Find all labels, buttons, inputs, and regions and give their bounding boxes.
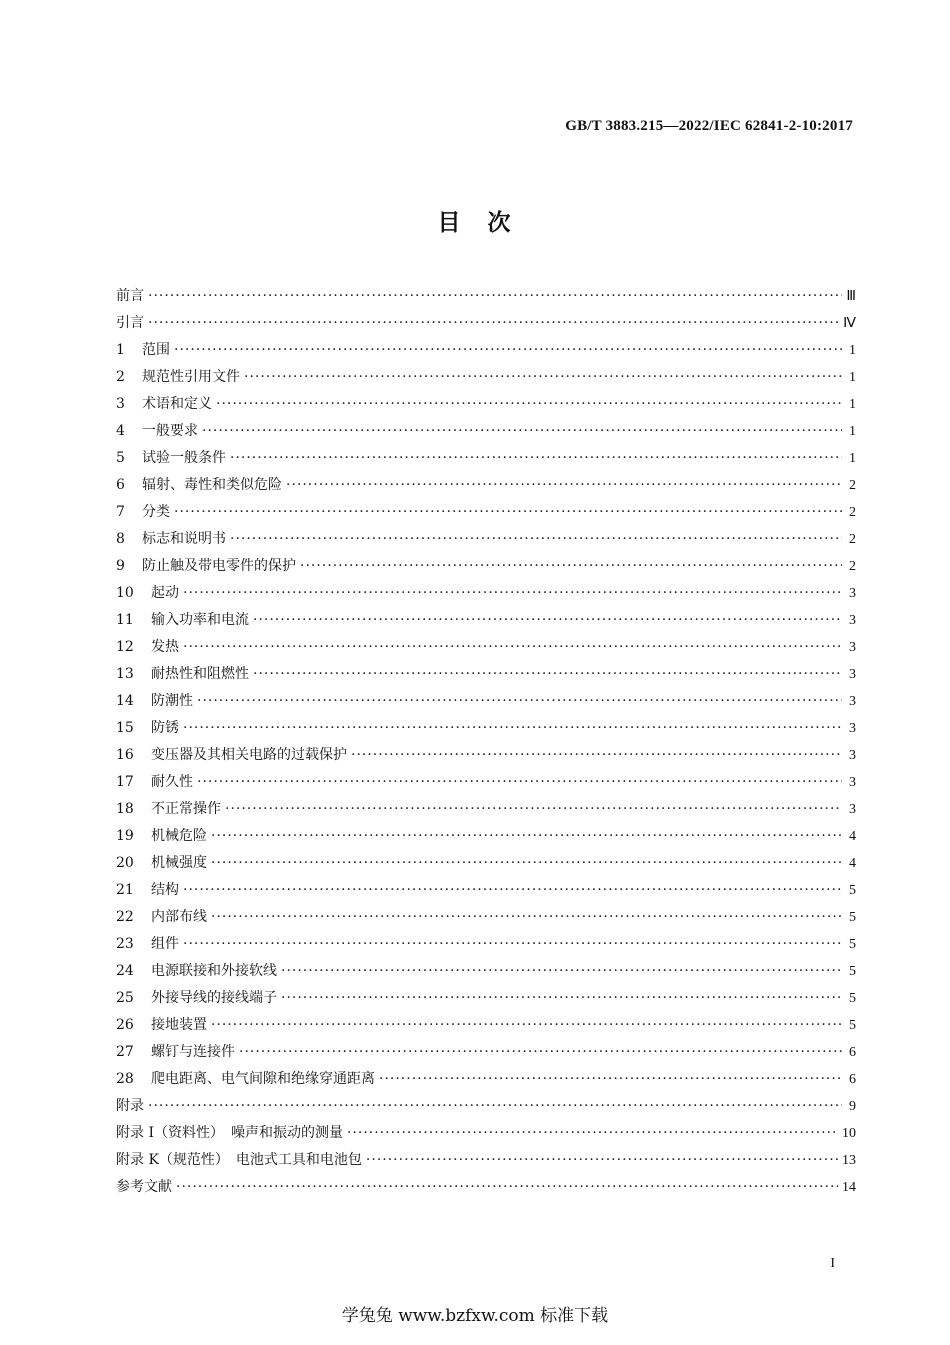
toc-leader-dots: [211, 823, 842, 850]
page-number: I: [830, 1256, 835, 1271]
toc-leader-dots: [148, 283, 842, 310]
toc-leader-dots: [197, 688, 842, 715]
toc-leader-dots: [197, 769, 842, 796]
toc-entry-label: 范围: [142, 342, 170, 358]
toc-leader-dots: [347, 1120, 838, 1147]
toc-entry-page: 2: [849, 505, 856, 520]
toc-leader-dots: [286, 472, 842, 499]
toc-entry[interactable]: [116, 364, 856, 391]
toc-entry[interactable]: [116, 958, 856, 985]
toc-entry[interactable]: [116, 1174, 856, 1201]
toc-leader-dots: [379, 1066, 842, 1093]
toc-entry[interactable]: [116, 742, 856, 769]
toc-entry-number: 5: [116, 450, 125, 466]
toc-entry-label: 不正常操作: [151, 801, 221, 817]
toc-entry-label: 参考文献: [116, 1179, 172, 1195]
toc-entry[interactable]: [116, 499, 856, 526]
toc-leader-dots: [174, 499, 842, 526]
toc-entry-page: 3: [849, 640, 856, 655]
toc-entry[interactable]: [116, 472, 856, 499]
toc-leader-dots: [230, 526, 842, 553]
toc-entry-label: 组件: [151, 936, 179, 952]
toc-entry-page: 2: [849, 532, 856, 547]
toc-leader-dots: [176, 1174, 838, 1201]
toc-entry-number: 4: [116, 423, 125, 439]
toc-entry-page: 2: [849, 478, 856, 493]
standard-code: GB/T 3883.215—2022/IEC 62841-2-10:2017: [565, 118, 853, 134]
toc-leader-dots: [253, 661, 842, 688]
toc-leader-dots: [183, 931, 842, 958]
toc-leader-dots: [183, 634, 842, 661]
table-of-contents: [116, 283, 856, 1201]
toc-entry-label: 电源联接和外接软线: [151, 963, 277, 979]
toc-entry-page: 5: [849, 937, 856, 952]
toc-entry[interactable]: [116, 418, 856, 445]
toc-entry-page: 1: [849, 397, 856, 412]
toc-entry[interactable]: [116, 931, 856, 958]
toc-entry[interactable]: [116, 823, 856, 850]
toc-entry-label: 试验一般条件: [142, 450, 226, 466]
toc-entry-number: 7: [116, 504, 125, 520]
toc-entry-label: 附录 K（规范性） 电池式工具和电池包: [116, 1152, 362, 1168]
toc-entry-label: 机械强度: [151, 855, 207, 871]
toc-entry-page: 3: [849, 694, 856, 709]
toc-entry-page: 5: [849, 1018, 856, 1033]
toc-entry-number: 17: [116, 774, 134, 790]
toc-entry-label: 爬电距离、电气间隙和绝缘穿通距离: [151, 1071, 375, 1087]
toc-entry[interactable]: [116, 580, 856, 607]
toc-entry-page: 6: [849, 1072, 856, 1087]
toc-entry-label: 防止触及带电零件的保护: [142, 558, 296, 574]
toc-entry-label: 耐久性: [151, 774, 193, 790]
toc-entry[interactable]: [116, 796, 856, 823]
toc-entry-label: 术语和定义: [142, 396, 212, 412]
toc-entry-page: 9: [849, 1099, 856, 1114]
toc-leader-dots: [230, 445, 842, 472]
toc-entry-label: 结构: [151, 882, 179, 898]
toc-entry[interactable]: [116, 310, 856, 337]
toc-entry-page: 3: [849, 667, 856, 682]
toc-entry-label: 发热: [151, 639, 179, 655]
toc-entry-number: 15: [116, 720, 134, 736]
toc-entry-label: 辐射、毒性和类似危险: [142, 477, 282, 493]
toc-entry-page: 14: [842, 1180, 856, 1195]
toc-leader-dots: [211, 904, 842, 931]
toc-leader-dots: [239, 1039, 842, 1066]
toc-entry[interactable]: [116, 877, 856, 904]
toc-entry-page: 3: [849, 721, 856, 736]
toc-entry-number: 19: [116, 828, 134, 844]
toc-entry[interactable]: [116, 337, 856, 364]
toc-entry-number: 27: [116, 1044, 134, 1060]
toc-entry-label: 内部布线: [151, 909, 207, 925]
toc-entry-label: 耐热性和阻燃性: [151, 666, 249, 682]
toc-entry-number: 18: [116, 801, 134, 817]
toc-entry-label: 一般要求: [142, 423, 198, 439]
toc-entry-label: 规范性引用文件: [142, 369, 240, 385]
toc-entry-number: 23: [116, 936, 134, 952]
toc-leader-dots: [225, 796, 842, 823]
toc-leader-dots: [211, 850, 842, 877]
toc-entry-page: 4: [849, 829, 856, 844]
toc-entry-page: 10: [842, 1126, 856, 1141]
toc-leader-dots: [211, 1012, 842, 1039]
toc-entry-number: 16: [116, 747, 134, 763]
toc-leader-dots: [253, 607, 842, 634]
toc-entry[interactable]: [116, 634, 856, 661]
toc-entry-page: 5: [849, 910, 856, 925]
toc-entry-page: 13: [842, 1153, 856, 1168]
toc-leader-dots: [183, 715, 842, 742]
toc-leader-dots: [148, 310, 839, 337]
toc-entry-page: 4: [849, 856, 856, 871]
toc-entry-page: 1: [849, 343, 856, 358]
toc-entry-number: 6: [116, 477, 125, 493]
toc-entry-number: 12: [116, 639, 134, 655]
toc-entry[interactable]: [116, 661, 856, 688]
toc-entry[interactable]: [116, 850, 856, 877]
toc-entry[interactable]: [116, 553, 856, 580]
toc-entry[interactable]: [116, 715, 856, 742]
toc-entry[interactable]: [116, 607, 856, 634]
toc-entry-page: 1: [849, 451, 856, 466]
toc-entry-page: 1: [849, 424, 856, 439]
toc-entry-label: 起动: [151, 585, 179, 601]
toc-entry[interactable]: [116, 283, 856, 310]
toc-entry-page: Ⅲ: [846, 289, 856, 304]
toc-entry-number: 9: [116, 558, 125, 574]
toc-leader-dots: [351, 742, 842, 769]
toc-leader-dots: [244, 364, 842, 391]
toc-entry-page: Ⅳ: [843, 316, 856, 331]
toc-entry-number: 1: [116, 342, 125, 358]
toc-entry-number: 10: [116, 585, 134, 601]
toc-entry-label: 防潮性: [151, 693, 193, 709]
toc-entry[interactable]: [116, 391, 856, 418]
toc-entry-number: 25: [116, 990, 134, 1006]
toc-entry-label: 外接导线的接线端子: [151, 990, 277, 1006]
toc-entry-page: 5: [849, 991, 856, 1006]
toc-entry-number: 20: [116, 855, 134, 871]
toc-entry-number: 13: [116, 666, 134, 682]
toc-entry-number: 14: [116, 693, 134, 709]
toc-leader-dots: [183, 580, 842, 607]
toc-entry[interactable]: [116, 1093, 856, 1120]
toc-entry-number: 22: [116, 909, 134, 925]
toc-entry-number: 2: [116, 369, 125, 385]
toc-entry-label: 前言: [116, 288, 144, 304]
toc-leader-dots: [281, 958, 842, 985]
toc-entry-label: 螺钉与连接件: [151, 1044, 235, 1060]
toc-entry-page: 2: [849, 559, 856, 574]
toc-entry[interactable]: [116, 1012, 856, 1039]
watermark-text: 学兔兔 www.bzfxw.com 标准下载: [341, 1306, 609, 1326]
toc-entry-page: 5: [849, 883, 856, 898]
toc-entry[interactable]: [116, 1039, 856, 1066]
toc-entry[interactable]: [116, 904, 856, 931]
toc-entry-number: 28: [116, 1071, 134, 1087]
toc-entry[interactable]: [116, 985, 856, 1012]
toc-leader-dots: [183, 877, 842, 904]
toc-entry-number: 26: [116, 1017, 134, 1033]
toc-entry-label: 防锈: [151, 720, 179, 736]
toc-entry[interactable]: [116, 445, 856, 472]
toc-entry-page: 3: [849, 586, 856, 601]
toc-leader-dots: [216, 391, 842, 418]
toc-entry-label: 输入功率和电流: [151, 612, 249, 628]
toc-entry[interactable]: [116, 1120, 856, 1147]
toc-leader-dots: [281, 985, 842, 1012]
toc-entry-page: 6: [849, 1045, 856, 1060]
toc-entry-label: 机械危险: [151, 828, 207, 844]
toc-leader-dots: [174, 337, 842, 364]
toc-leader-dots: [300, 553, 842, 580]
toc-entry-label: 附录: [116, 1098, 144, 1114]
toc-entry[interactable]: [116, 688, 856, 715]
toc-entry-label: 分类: [142, 504, 170, 520]
toc-entry[interactable]: [116, 1147, 856, 1174]
toc-entry-label: 标志和说明书: [142, 531, 226, 547]
toc-entry-number: 11: [116, 612, 134, 628]
toc-entry-page: 3: [849, 748, 856, 763]
page-title: 目 次: [437, 210, 513, 236]
toc-leader-dots: [366, 1147, 838, 1174]
toc-entry-page: 3: [849, 802, 856, 817]
toc-leader-dots: [202, 418, 842, 445]
toc-entry-label: 变压器及其相关电路的过载保护: [151, 747, 347, 763]
toc-entry-number: 3: [116, 396, 125, 412]
toc-entry[interactable]: [116, 1066, 856, 1093]
toc-entry-number: 24: [116, 963, 134, 979]
toc-entry-page: 1: [849, 370, 856, 385]
toc-entry[interactable]: [116, 526, 856, 553]
toc-entry-number: 8: [116, 531, 125, 547]
toc-entry-label: 附录 I（资料性） 噪声和振动的测量: [116, 1125, 343, 1141]
toc-entry-label: 引言: [116, 315, 144, 331]
toc-entry-number: 21: [116, 882, 134, 898]
toc-entry-page: 3: [849, 613, 856, 628]
toc-entry-label: 接地装置: [151, 1017, 207, 1033]
toc-leader-dots: [148, 1093, 842, 1120]
toc-entry-page: 3: [849, 775, 856, 790]
toc-entry-page: 5: [849, 964, 856, 979]
toc-entry[interactable]: [116, 769, 856, 796]
